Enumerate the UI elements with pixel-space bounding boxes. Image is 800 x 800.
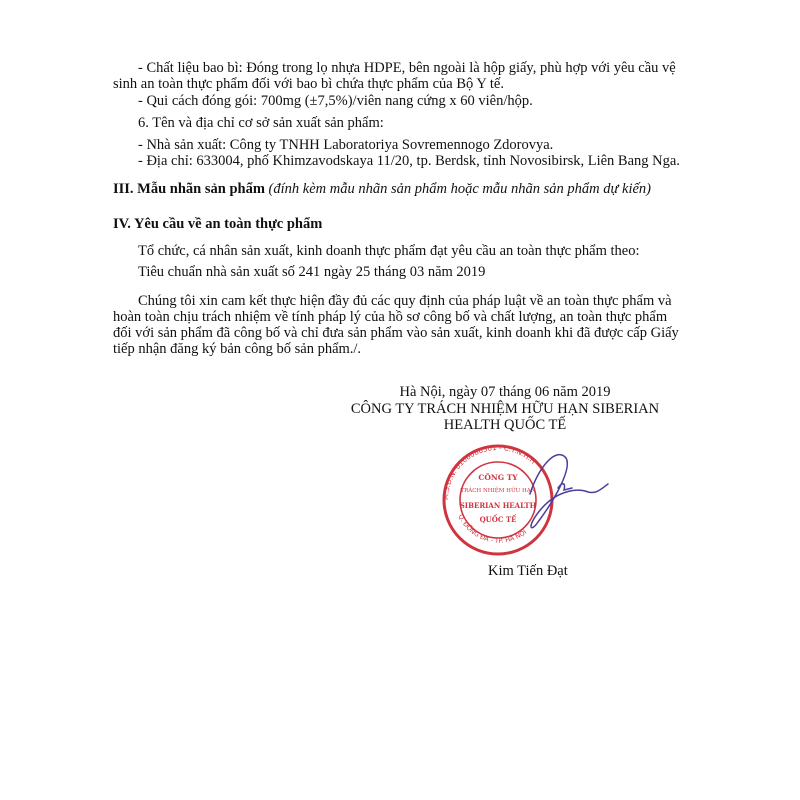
section3-note: (đính kèm mẫu nhãn sản phẩm hoặc mẫu nhãn sản phẩm dự kiến) [268, 181, 651, 197]
manufacturer-heading: 6. Tên và địa chỉ cơ sở sản xuất sản phẩm: [138, 115, 384, 131]
packaging-material-line2: sinh an toàn thực phẩm đối với bao bì chứa thực phẩm của Bộ Y tế. [113, 76, 504, 92]
stamp-line4: QUỐC TẾ [479, 515, 517, 524]
stamp-seal [442, 444, 552, 554]
signer-name: Kim Tiến Đạt [488, 563, 568, 579]
stamp-ring-text: M.S.D.N: 0106086301 - C.T.N.H.H [441, 443, 537, 501]
manufacturer-name: - Nhà sản xuất: Công ty TNHH Laboratoriya Sovremennogo Zdorovya. [138, 137, 554, 153]
section3-title: III. Mẫu nhãn sản phẩm [113, 181, 265, 197]
packaging-material-line1: - Chất liệu bao bì: Đóng trong lọ nhựa HDPE, bên ngoài là hộp giấy, phù hợp với yêu cầu vệ [138, 60, 676, 76]
company-stamp [438, 438, 638, 558]
section4-title: IV. Yêu cầu về an toàn thực phẩm [113, 216, 323, 232]
commitment-line1: Chúng tôi xin cam kết thực hiện đầy đủ các quy định của pháp luật về an toàn thực phẩm và [138, 293, 672, 309]
section3-heading [113, 181, 651, 198]
stamp-line2: TRÁCH NHIỆM HỮU HẠN [460, 488, 536, 494]
manufacturer-address: - Địa chỉ: 633004, phố Khimzavodskaya 11/20, tp. Berdsk, tỉnh Novosibirsk, Liên Bang Nga. [138, 153, 680, 169]
stamp-line3: SIBERIAN HEALTH [459, 501, 537, 510]
stamp-line1: CÔNG TY [478, 473, 518, 482]
handwritten-signature [530, 455, 608, 528]
commitment-line2: hoàn toàn chịu trách nhiệm về tính pháp lý của hồ sơ công bố và chất lượng, an toàn thực phẩm [113, 309, 668, 325]
signature-place-date: Hà Nội, ngày 07 tháng 06 năm 2019 [399, 384, 611, 400]
packaging-spec: - Qui cách đóng gói: 700mg (±7,5%)/viên nang cứng x 60 viên/hộp. [138, 93, 533, 109]
company-name-line2: HEALTH QUỐC TẾ [443, 417, 567, 433]
section4-line2: Tiêu chuẩn nhà sản xuất số 241 ngày 25 tháng 03 năm 2019 [138, 264, 486, 280]
commitment-line4: tiếp nhận đăng ký bản công bố sản phẩm./. [113, 341, 362, 357]
commitment-line3: đối với sản phẩm đã công bố và chỉ đưa sản phẩm vào sản xuất, kinh doanh khi đã được cấp Giấy [113, 325, 679, 341]
stamp-bottom-text: Q. ĐỐNG ĐA - TP. HÀ NỘI [456, 513, 529, 545]
section4-line1: Tổ chức, cá nhân sản xuất, kinh doanh thực phẩm đạt yêu cầu an toàn thực phẩm theo: [138, 243, 640, 259]
company-name-line1: CÔNG TY TRÁCH NHIỆM HỮU HẠN SIBERIAN [350, 401, 660, 417]
